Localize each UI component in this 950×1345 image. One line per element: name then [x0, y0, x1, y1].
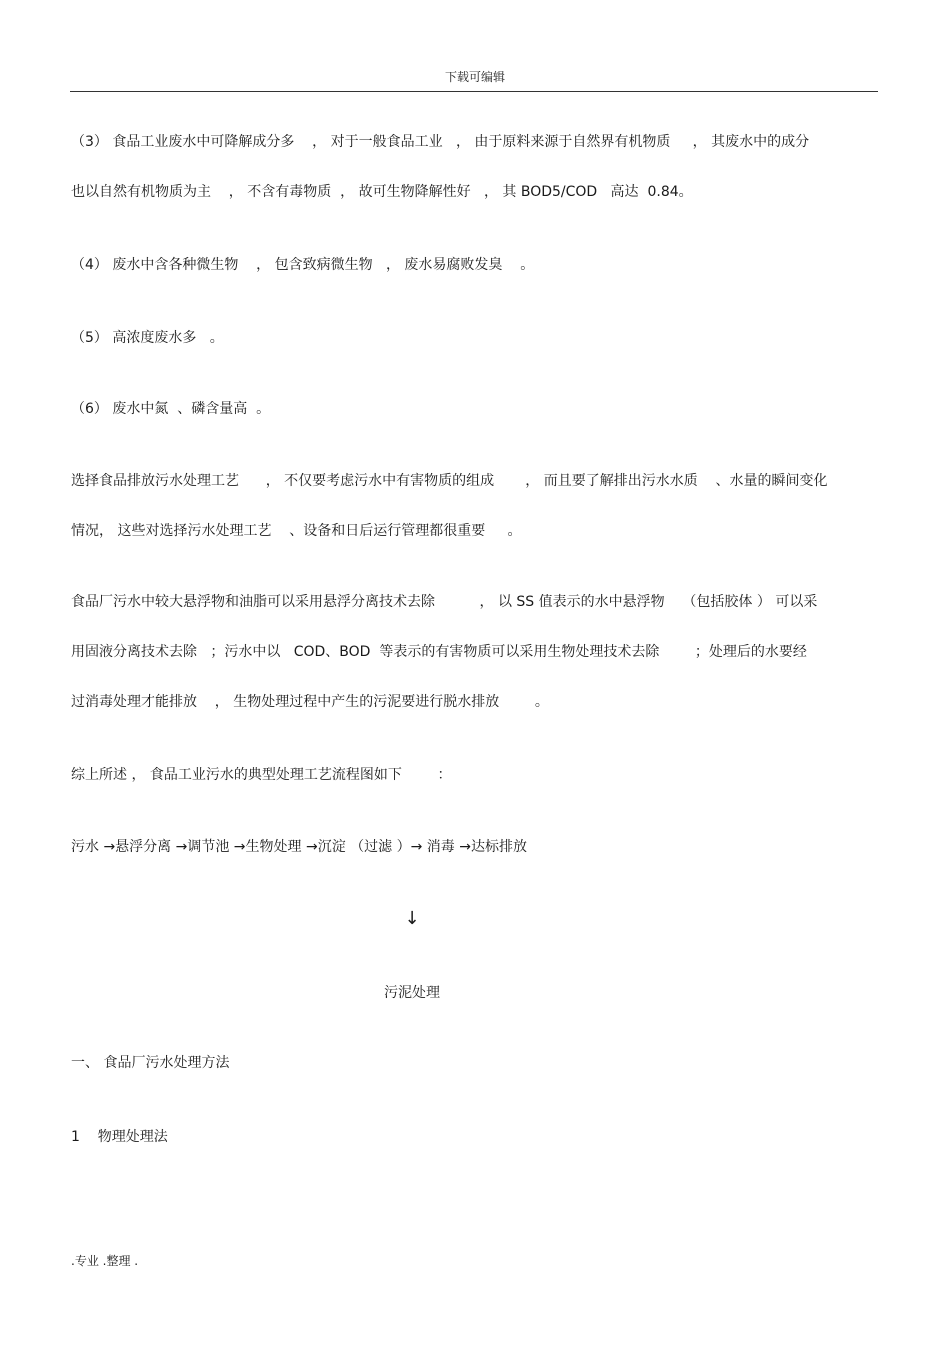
paragraph-summary: 综上所述 ， 食品工业污水的典型处理工艺流程图如下 ：	[71, 767, 452, 783]
paragraph-select-process-line-2: 情况， 这些对选择污水处理工艺 、设备和日后运行管理都很重要 。	[71, 523, 522, 539]
page-header-title: 下载可编辑	[444, 70, 505, 84]
page-footer: .专业 .整理 .	[71, 1254, 139, 1268]
sludge-treatment-label: 污泥处理	[384, 985, 440, 1001]
process-flow-line: 污水 →悬浮分离 →调节池 →生物处理 →沉淀 （过滤 ）→ 消毒 →达标排放	[71, 839, 527, 855]
paragraph-item-5: （5） 高浓度废水多 。	[71, 330, 224, 346]
paragraph-plant-wastewater-line-1: 食品厂污水中较大悬浮物和油脂可以采用悬浮分离技术去除 ， 以 SS 值表示的水中悬浮物 （包括胶体 ） 可以采	[71, 594, 818, 610]
header-divider	[70, 91, 878, 92]
paragraph-select-process-line-1: 选择食品排放污水处理工艺 ， 不仅要考虑污水中有害物质的组成 ， 而且要了解排出污水水质 、水量的瞬间变化	[71, 473, 828, 489]
paragraph-plant-wastewater-line-3: 过消毒处理才能排放 ， 生物处理过程中产生的污泥要进行脱水排放 。	[71, 694, 549, 710]
paragraph-item-6: （6） 废水中氮 、磷含量高 。	[71, 401, 271, 417]
down-arrow-icon: ↓	[404, 908, 420, 929]
paragraph-plant-wastewater-line-2: 用固液分离技术去除 ；污水中以 COD、BOD 等表示的有害物质可以采用生物处理技术去除 ；处理后的水要经	[71, 644, 807, 660]
section-heading: 一、 食品厂污水处理方法	[71, 1055, 230, 1071]
paragraph-item-3-line-2: 也以自然有机物质为主 ， 不含有毒物质 ， 故可生物降解性好 ， 其 BOD5/COD 高达 0.84。	[71, 184, 693, 200]
paragraph-item-3-line-1: （3） 食品工业废水中可降解成分多 ， 对于一般食品工业 ， 由于原料来源于自然界有机物质 ， 其废水中的成分	[71, 134, 810, 150]
subsection-heading: 1 物理处理法	[71, 1129, 168, 1145]
paragraph-item-4: （4） 废水中含各种微生物 ， 包含致病微生物 ， 废水易腐败发臭 。	[71, 257, 535, 273]
